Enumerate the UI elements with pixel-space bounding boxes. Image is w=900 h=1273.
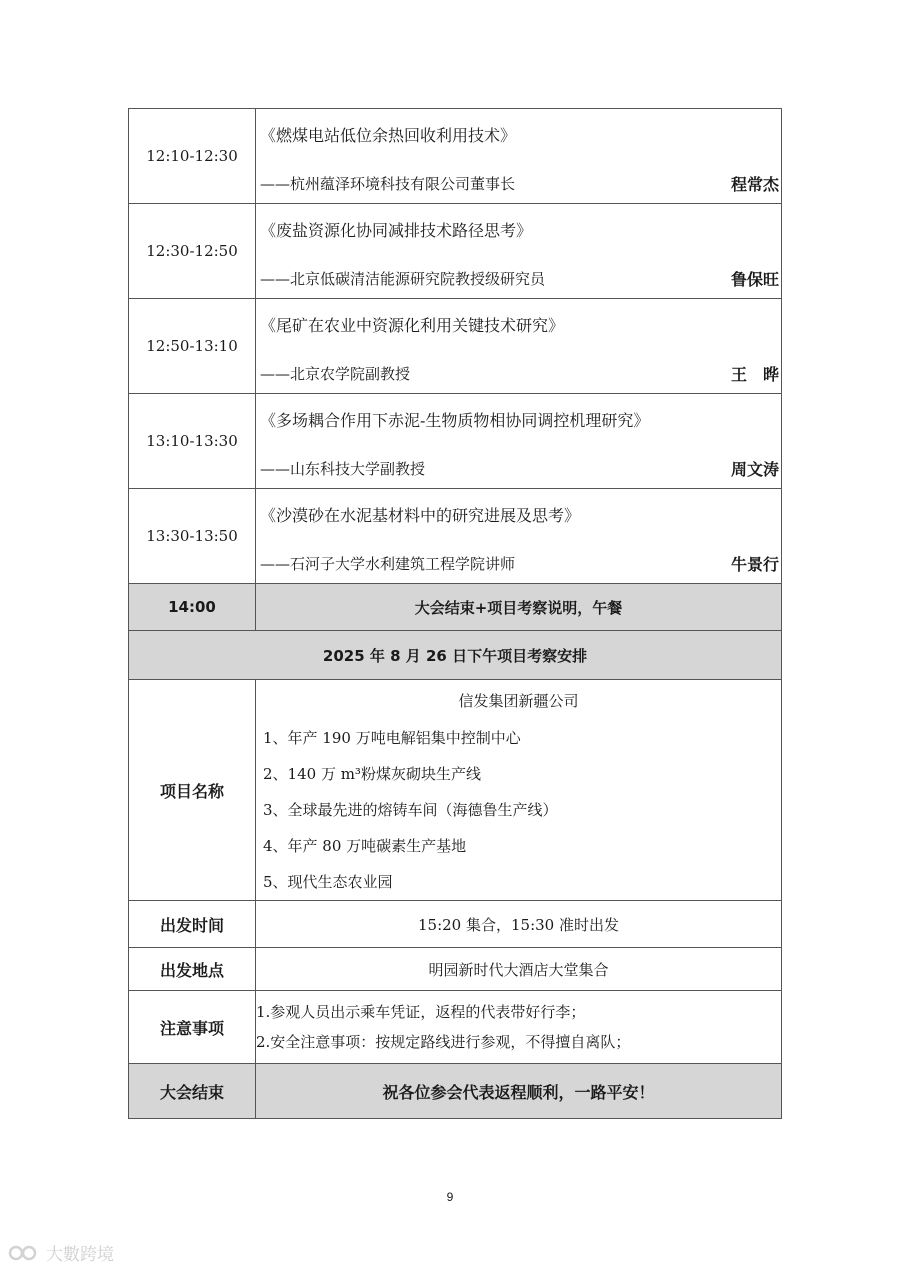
watermark-logo-icon bbox=[8, 1243, 42, 1263]
project-item: 5、现代生态农业园 bbox=[263, 873, 393, 891]
watermark bbox=[8, 1240, 114, 1265]
notes-label: 注意事项 bbox=[129, 991, 256, 1064]
project-label: 项目名称 bbox=[129, 680, 256, 901]
talk-cell bbox=[256, 489, 782, 584]
project-company: 信发集团新疆公司 bbox=[458, 692, 579, 710]
speaker-name: 王 晔 bbox=[730, 365, 779, 384]
talk-cell bbox=[256, 299, 782, 394]
speaker-affiliation: ——北京农学院副教授 bbox=[260, 365, 411, 383]
closing-row bbox=[129, 1064, 782, 1119]
talk-title: 《尾矿在农业中资源化利用关键技术研究》 bbox=[260, 316, 565, 335]
notes-cell bbox=[256, 991, 782, 1064]
place-row bbox=[129, 948, 782, 991]
talk-row bbox=[129, 109, 782, 204]
closing-label: 大会结束 bbox=[129, 1064, 256, 1119]
closing-text: 祝各位参会代表返程顺利，一路平安！ bbox=[256, 1064, 782, 1119]
talk-row bbox=[129, 394, 782, 489]
section-row bbox=[129, 631, 782, 680]
talk-row bbox=[129, 299, 782, 394]
lunch-time: 14:00 bbox=[129, 584, 256, 631]
speaker-name: 程常杰 bbox=[730, 175, 779, 194]
talk-row bbox=[129, 489, 782, 584]
speaker-affiliation: ——山东科技大学副教授 bbox=[260, 460, 426, 478]
talk-row bbox=[129, 204, 782, 299]
speaker-name: 周文涛 bbox=[730, 460, 779, 479]
place-label: 出发地点 bbox=[129, 948, 256, 991]
departure-row bbox=[129, 901, 782, 948]
talk-time: 12:30-12:50 bbox=[129, 204, 256, 299]
place-value: 明园新时代大酒店大堂集合 bbox=[256, 948, 782, 991]
project-item: 4、年产 80 万吨碳素生产基地 bbox=[263, 837, 467, 855]
section-title: 2025 年 8 月 26 日下午项目考察安排 bbox=[129, 631, 782, 680]
notes-row bbox=[129, 991, 782, 1064]
lunch-row bbox=[129, 584, 782, 631]
schedule-table bbox=[128, 108, 782, 1119]
talk-cell bbox=[256, 394, 782, 489]
talk-cell bbox=[256, 109, 782, 204]
project-item: 2、140 万 m³粉煤灰砌块生产线 bbox=[263, 765, 481, 783]
project-item: 3、全球最先进的熔铸车间（海德鲁生产线） bbox=[263, 801, 558, 819]
talk-time: 12:10-12:30 bbox=[129, 109, 256, 204]
page-number: 9 bbox=[446, 1190, 454, 1204]
watermark-text: 大數跨境 bbox=[46, 1245, 114, 1265]
note-item: 1.参观人员出示乘车凭证，返程的代表带好行李； bbox=[256, 1003, 586, 1021]
talk-time: 12:50-13:10 bbox=[129, 299, 256, 394]
speaker-name: 鲁保旺 bbox=[730, 270, 779, 289]
departure-value: 15:20 集合，15:30 准时出发 bbox=[256, 901, 782, 948]
project-cell bbox=[256, 680, 782, 901]
speaker-affiliation: ——石河子大学水利建筑工程学院讲师 bbox=[260, 555, 516, 573]
talk-title: 《沙漠砂在水泥基材料中的研究进展及思考》 bbox=[260, 506, 581, 525]
speaker-name: 牛景行 bbox=[730, 555, 779, 574]
lunch-text: 大会结束+项目考察说明，午餐 bbox=[256, 584, 782, 631]
talk-time: 13:10-13:30 bbox=[129, 394, 256, 489]
note-item: 2.安全注意事项：按规定路线进行参观，不得擅自离队； bbox=[256, 1033, 631, 1051]
speaker-affiliation: ——杭州蕴泽环境科技有限公司董事长 bbox=[260, 175, 516, 193]
departure-label: 出发时间 bbox=[129, 901, 256, 948]
project-item: 1、年产 190 万吨电解铝集中控制中心 bbox=[263, 729, 521, 747]
talk-title: 《燃煤电站低位余热回收利用技术》 bbox=[260, 126, 517, 145]
speaker-affiliation: ——北京低碳清洁能源研究院教授级研究员 bbox=[260, 270, 546, 288]
talk-time: 13:30-13:50 bbox=[129, 489, 256, 584]
talk-title: 《废盐资源化协同减排技术路径思考》 bbox=[260, 221, 533, 240]
project-row bbox=[129, 680, 782, 901]
talk-cell bbox=[256, 204, 782, 299]
talk-title: 《多场耦合作用下赤泥-生物质物相协同调控机理研究》 bbox=[260, 411, 650, 430]
